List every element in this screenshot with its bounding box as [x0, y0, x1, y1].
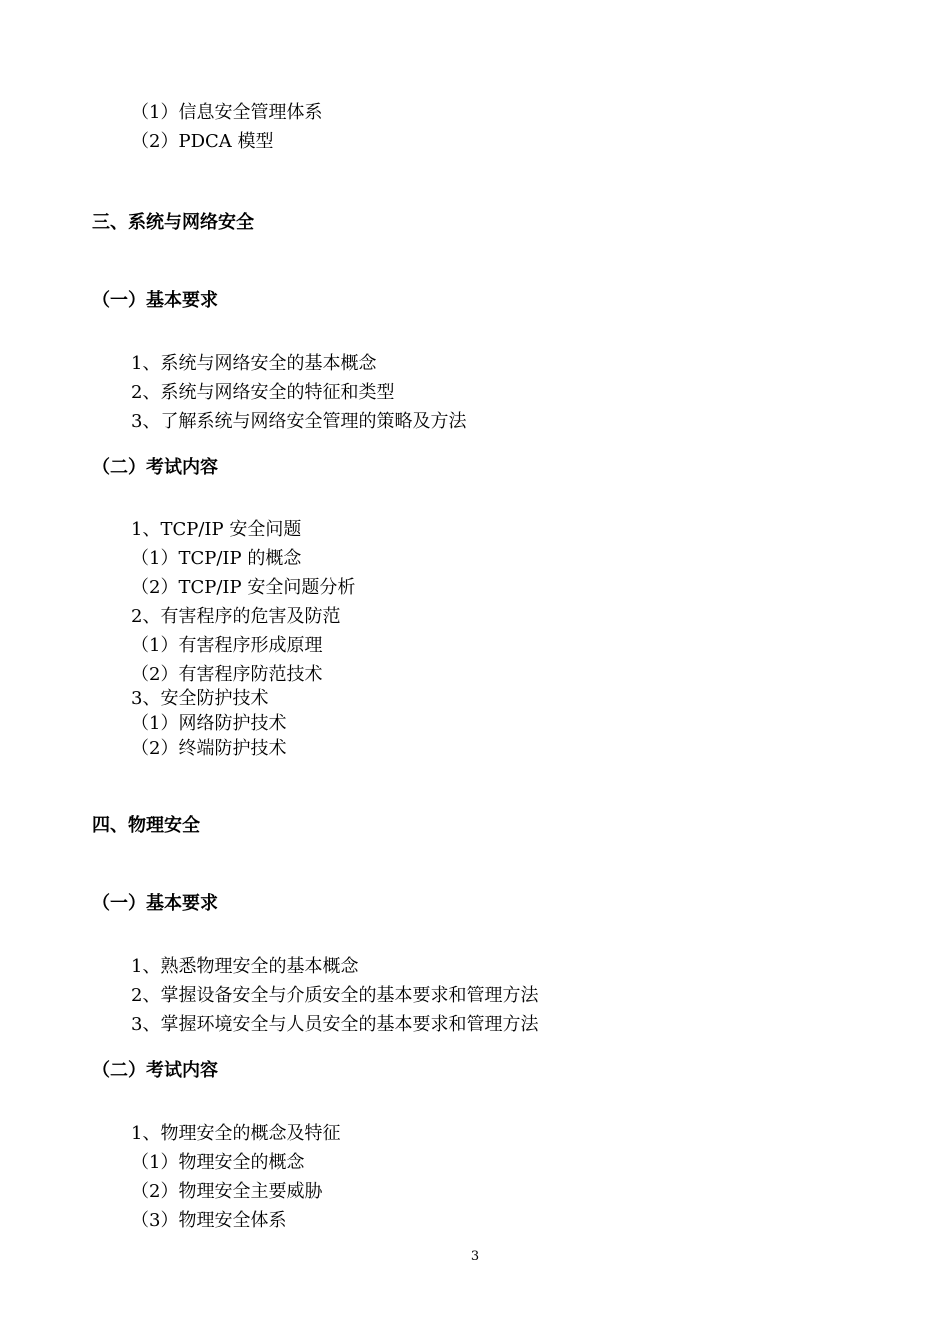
sub-item: （1）物理安全的概念: [131, 1152, 305, 1173]
subsection-heading: （二）考试内容: [92, 1060, 218, 1081]
sub-item: （2）TCP/IP 安全问题分析: [131, 577, 356, 598]
sub-item: （3）物理安全体系: [131, 1210, 287, 1231]
list-item: 1、物理安全的概念及特征: [131, 1123, 341, 1144]
sub-item: （2）PDCA 模型: [131, 131, 274, 152]
sub-item: （2）物理安全主要威胁: [131, 1181, 323, 1202]
sub-item: （2）有害程序防范技术: [131, 664, 323, 685]
list-item: 2、系统与网络安全的特征和类型: [131, 382, 395, 403]
list-item: 2、有害程序的危害及防范: [131, 606, 341, 627]
list-item: 3、安全防护技术: [131, 688, 269, 709]
list-item: 3、了解系统与网络安全管理的策略及方法: [131, 411, 467, 432]
list-item: 1、系统与网络安全的基本概念: [131, 353, 377, 374]
list-item: 2、掌握设备安全与介质安全的基本要求和管理方法: [131, 985, 539, 1006]
subsection-heading: （一）基本要求: [92, 290, 218, 311]
list-item: 1、熟悉物理安全的基本概念: [131, 956, 359, 977]
list-item: 1、TCP/IP 安全问题: [131, 519, 302, 540]
sub-item: （1）信息安全管理体系: [131, 102, 323, 123]
sub-item: （1）TCP/IP 的概念: [131, 548, 302, 569]
subsection-heading: （一）基本要求: [92, 893, 218, 914]
sub-item: （1）网络防护技术: [131, 713, 287, 734]
sub-item: （2）终端防护技术: [131, 738, 287, 759]
section-heading: 三、系统与网络安全: [92, 212, 254, 233]
section-heading: 四、物理安全: [92, 815, 200, 836]
subsection-heading: （二）考试内容: [92, 457, 218, 478]
page-number: 3: [470, 1249, 480, 1264]
list-item: 3、掌握环境安全与人员安全的基本要求和管理方法: [131, 1014, 539, 1035]
sub-item: （1）有害程序形成原理: [131, 635, 323, 656]
